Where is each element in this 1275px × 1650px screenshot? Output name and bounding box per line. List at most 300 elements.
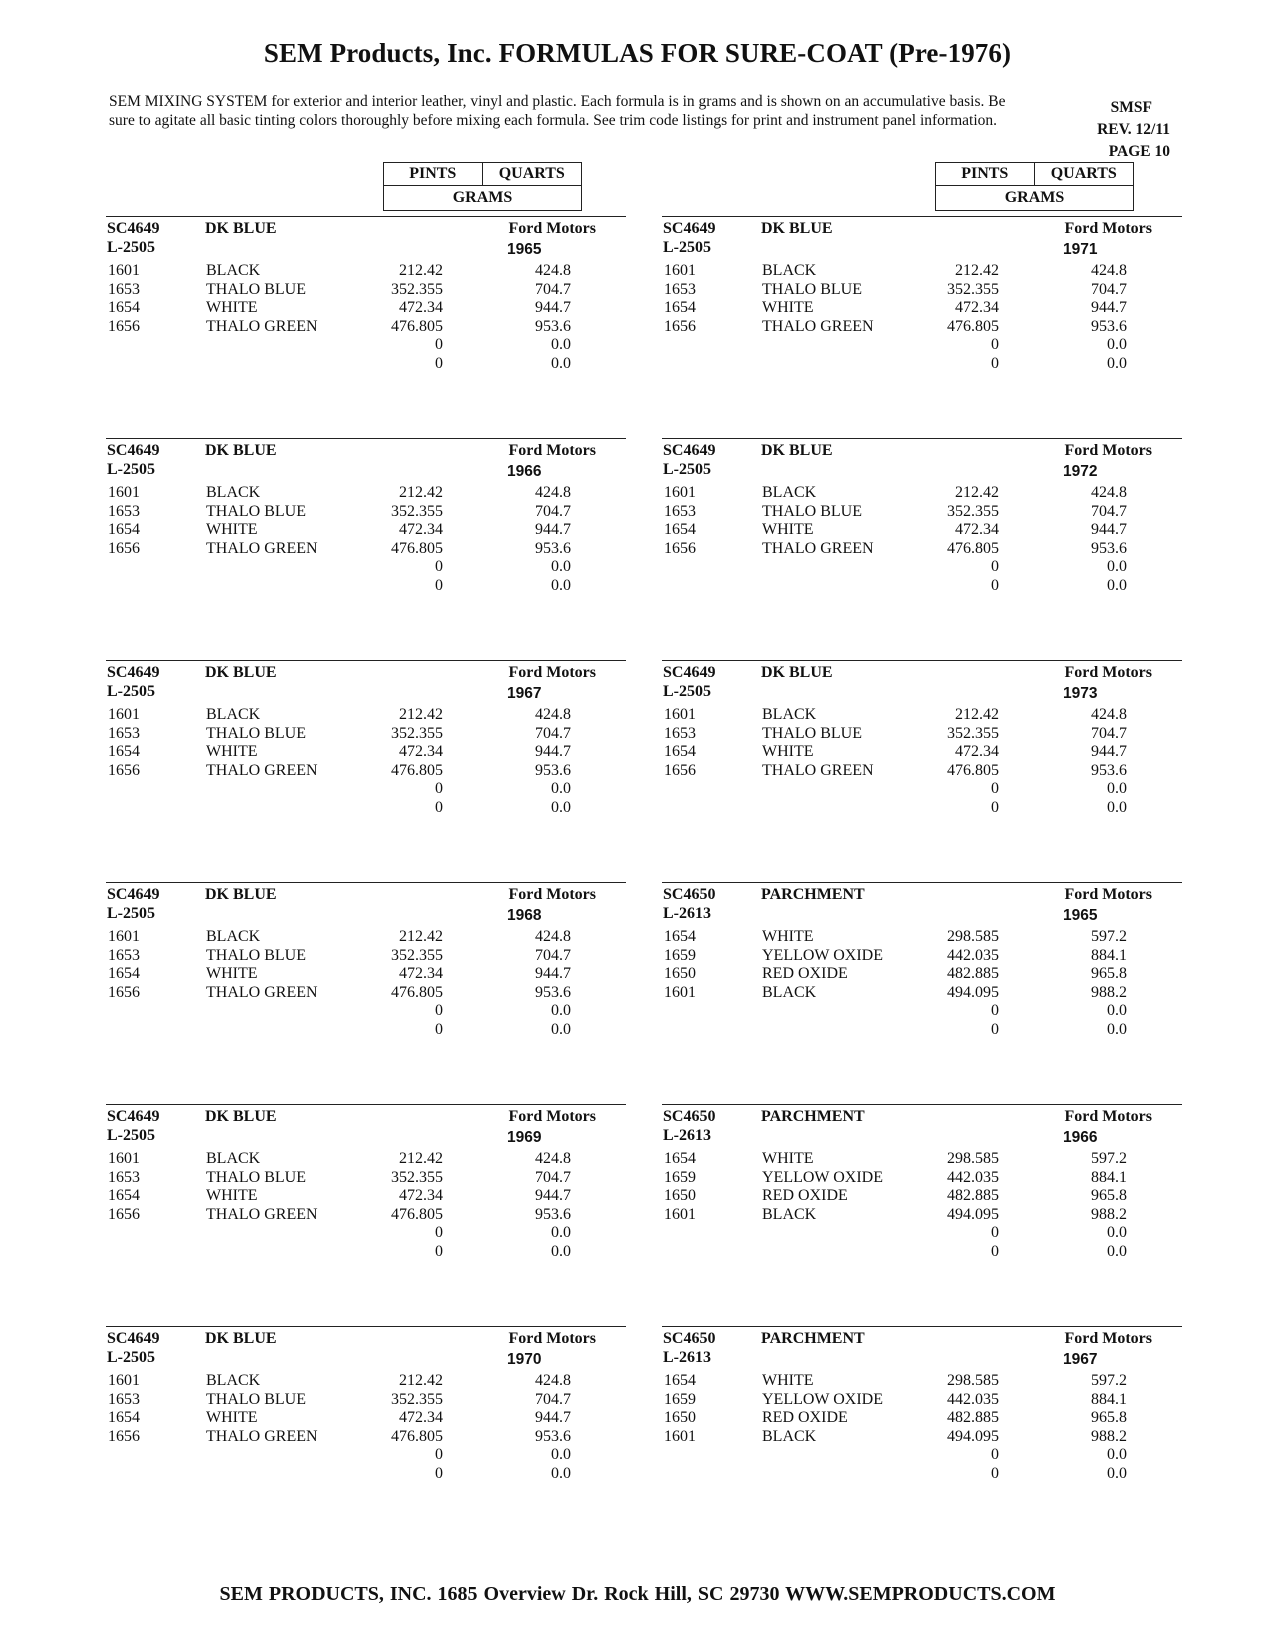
pints-grams: 0 xyxy=(991,558,999,576)
toner-number xyxy=(662,355,762,374)
toner-name: WHITE xyxy=(762,928,814,945)
formula-block xyxy=(662,660,1182,826)
quarts-grams: 944.7 xyxy=(535,1187,571,1205)
manufacturer: Ford Motors xyxy=(508,442,596,459)
pints-grams: 298.585 xyxy=(947,1150,999,1167)
manufacturer: Ford Motors xyxy=(508,1108,596,1125)
toner-name: BLACK xyxy=(762,1205,817,1223)
toner-name: THALO GREEN xyxy=(762,539,874,557)
pints-grams: 298.585 xyxy=(947,928,999,945)
formula-block xyxy=(106,216,626,382)
toner-name xyxy=(762,1021,899,1040)
ingredient-row xyxy=(106,1243,571,1262)
toner-number xyxy=(662,780,762,799)
ingredient-row xyxy=(106,1187,571,1206)
toner-number: 1653 xyxy=(108,502,140,520)
pints-grams: 482.885 xyxy=(947,1409,999,1427)
pints-grams: 212.42 xyxy=(399,262,443,279)
ingredient-row xyxy=(662,743,1127,762)
toner-name: THALO BLUE xyxy=(206,946,306,964)
quarts-grams: 0.0 xyxy=(1107,558,1127,576)
toner-number: 1654 xyxy=(664,928,696,945)
ingredient-row xyxy=(662,336,1127,355)
page-title: SEM Products, Inc. FORMULAS FOR SURE-COAT (Pre-1976) xyxy=(263,38,1012,68)
pints-grams: 0 xyxy=(991,1224,999,1242)
manufacturer: Ford Motors xyxy=(508,1330,596,1347)
quarts-grams: 953.6 xyxy=(535,983,571,1001)
toner-name: BLACK xyxy=(762,983,817,1001)
toner-number xyxy=(662,1446,762,1465)
color-name: DK BLUE xyxy=(761,442,833,459)
toner-number: 1654 xyxy=(664,299,696,317)
toner-number xyxy=(662,1465,762,1484)
ingredient-row xyxy=(106,540,571,559)
pints-grams: 476.805 xyxy=(947,539,999,557)
formula-block xyxy=(106,660,626,826)
model-year: 1971 xyxy=(1063,241,1098,258)
quarts-grams: 0.0 xyxy=(551,780,571,798)
toner-number xyxy=(662,1021,762,1040)
formula-code: SC4649 xyxy=(663,220,716,237)
manufacturer: Ford Motors xyxy=(508,664,596,681)
ingredient-row xyxy=(662,799,1127,818)
pints-grams: 482.885 xyxy=(947,965,999,983)
ingredient-row xyxy=(106,1021,571,1040)
quarts-grams: 0.0 xyxy=(551,1224,571,1242)
pints-grams: 476.805 xyxy=(391,539,443,557)
ingredient-row xyxy=(106,1465,571,1484)
toner-name: THALO GREEN xyxy=(206,1205,318,1223)
quarts-grams: 424.8 xyxy=(535,928,571,945)
ingredient-row xyxy=(106,1206,571,1225)
pints-grams: 472.34 xyxy=(955,299,999,317)
pints-grams: 476.805 xyxy=(947,761,999,779)
quarts-grams: 884.1 xyxy=(1091,1390,1127,1408)
ingredient-row xyxy=(106,299,571,318)
toner-name xyxy=(206,558,343,577)
toner-number xyxy=(662,1224,762,1243)
quarts-grams: 704.7 xyxy=(1091,724,1127,742)
toner-number xyxy=(106,1002,206,1021)
toner-name: THALO BLUE xyxy=(206,1168,306,1186)
quarts-grams: 965.8 xyxy=(1091,1409,1127,1427)
toner-number xyxy=(106,336,206,355)
quarts-grams: 953.6 xyxy=(1091,317,1127,335)
quarts-grams: 953.6 xyxy=(535,317,571,335)
toner-number: 1601 xyxy=(108,1372,140,1389)
ingredient-row xyxy=(662,262,1127,281)
color-name: DK BLUE xyxy=(205,442,277,459)
toner-name: YELLOW OXIDE xyxy=(762,946,884,964)
pints-grams: 352.355 xyxy=(947,724,999,742)
trim-code: L-2505 xyxy=(663,461,711,478)
toner-name xyxy=(762,1465,899,1484)
toner-number: 1601 xyxy=(664,983,696,1001)
quarts-grams: 704.7 xyxy=(1091,280,1127,298)
ingredient-table xyxy=(662,706,1127,818)
ingredient-row xyxy=(662,1446,1127,1465)
pints-grams: 442.035 xyxy=(947,1168,999,1186)
ingredient-row xyxy=(106,965,571,984)
ingredient-row xyxy=(662,355,1127,374)
quarts-grams: 597.2 xyxy=(1091,1372,1127,1389)
ingredient-row xyxy=(106,1391,571,1410)
toner-name: WHITE xyxy=(206,965,258,983)
toner-name: BLACK xyxy=(206,706,261,723)
toner-number: 1601 xyxy=(664,262,696,279)
pints-grams: 0 xyxy=(435,1242,443,1260)
pints-grams: 0 xyxy=(435,1020,443,1038)
manufacturer: Ford Motors xyxy=(508,886,596,903)
toner-number xyxy=(662,558,762,577)
toner-number: 1653 xyxy=(664,502,696,520)
formula-code: SC4650 xyxy=(663,1108,716,1125)
pints-grams: 0 xyxy=(435,576,443,594)
pints-grams: 472.34 xyxy=(399,1187,443,1205)
ingredient-row xyxy=(662,1372,1127,1391)
pints-grams: 476.805 xyxy=(391,983,443,1001)
ingredient-row xyxy=(106,558,571,577)
toner-name: WHITE xyxy=(206,1187,258,1205)
pints-grams: 476.805 xyxy=(391,317,443,335)
toner-number: 1653 xyxy=(664,724,696,742)
pints-grams: 476.805 xyxy=(391,1205,443,1223)
ingredient-row xyxy=(662,947,1127,966)
pints-grams: 0 xyxy=(991,798,999,816)
quarts-grams: 0.0 xyxy=(1107,354,1127,372)
pints-grams: 212.42 xyxy=(399,484,443,501)
ingredient-row xyxy=(106,780,571,799)
ingredient-row xyxy=(662,1224,1127,1243)
quarts-grams: 0.0 xyxy=(1107,1242,1127,1260)
toner-number: 1601 xyxy=(664,706,696,723)
toner-name: WHITE xyxy=(206,299,258,317)
toner-name: BLACK xyxy=(762,706,817,723)
quarts-grams: 953.6 xyxy=(535,539,571,557)
toner-number: 1656 xyxy=(664,317,696,335)
quarts-grams: 0.0 xyxy=(551,336,571,354)
toner-number xyxy=(662,1002,762,1021)
toner-number: 1653 xyxy=(108,280,140,298)
toner-number: 1654 xyxy=(108,743,140,761)
ingredient-row xyxy=(662,762,1127,781)
toner-name: WHITE xyxy=(762,299,814,317)
ingredient-row xyxy=(662,484,1127,503)
quarts-grams: 424.8 xyxy=(535,1372,571,1389)
ingredient-row xyxy=(106,947,571,966)
color-name: PARCHMENT xyxy=(761,886,865,903)
ingredient-row xyxy=(106,1169,571,1188)
quarts-grams: 0.0 xyxy=(1107,1002,1127,1020)
toner-name xyxy=(762,1002,899,1021)
toner-name: BLACK xyxy=(206,1150,261,1167)
quarts-grams: 424.8 xyxy=(535,484,571,501)
toner-number: 1654 xyxy=(108,299,140,317)
quarts-grams: 944.7 xyxy=(535,965,571,983)
toner-name: WHITE xyxy=(762,521,814,539)
ingredient-row xyxy=(106,1428,571,1447)
toner-number: 1654 xyxy=(664,1372,696,1389)
toner-number: 1654 xyxy=(108,1409,140,1427)
toner-name xyxy=(206,1224,343,1243)
pints-grams: 0 xyxy=(991,336,999,354)
toner-name xyxy=(206,577,343,596)
toner-name: THALO GREEN xyxy=(206,761,318,779)
toner-name: RED OXIDE xyxy=(762,1409,848,1427)
formula-block xyxy=(106,882,626,1048)
formula-code: SC4649 xyxy=(107,664,160,681)
ingredient-row xyxy=(662,299,1127,318)
model-year: 1973 xyxy=(1063,685,1098,702)
quarts-grams: 0.0 xyxy=(551,1002,571,1020)
quarts-grams: 988.2 xyxy=(1091,1427,1127,1445)
pints-grams: 476.805 xyxy=(391,1427,443,1445)
manufacturer: Ford Motors xyxy=(1064,664,1152,681)
toner-name: THALO BLUE xyxy=(206,1390,306,1408)
pints-grams: 0 xyxy=(991,1020,999,1038)
formula-code: SC4649 xyxy=(107,1108,160,1125)
color-name: DK BLUE xyxy=(205,664,277,681)
formula-block xyxy=(662,882,1182,1048)
toner-name: BLACK xyxy=(762,262,817,279)
quarts-grams: 0.0 xyxy=(551,1464,571,1482)
ingredient-row xyxy=(662,521,1127,540)
quarts-grams: 704.7 xyxy=(535,502,571,520)
pints-grams: 0 xyxy=(991,780,999,798)
toner-number xyxy=(662,577,762,596)
toner-number: 1601 xyxy=(108,1150,140,1167)
formula-block xyxy=(662,1326,1182,1492)
toner-name xyxy=(206,1243,343,1262)
quarts-grams: 944.7 xyxy=(535,521,571,539)
toner-name xyxy=(206,1446,343,1465)
toner-name: RED OXIDE xyxy=(762,1187,848,1205)
pints-grams: 352.355 xyxy=(391,1168,443,1186)
pints-grams: 212.42 xyxy=(399,1150,443,1167)
model-year: 1967 xyxy=(1063,1351,1098,1368)
ingredient-row xyxy=(662,928,1127,947)
toner-name: RED OXIDE xyxy=(762,965,848,983)
pints-header: PINTS xyxy=(935,162,1035,186)
pints-grams: 298.585 xyxy=(947,1372,999,1389)
ingredient-row xyxy=(106,706,571,725)
ingredient-row xyxy=(662,1465,1127,1484)
trim-code: L-2505 xyxy=(107,461,155,478)
ingredient-row xyxy=(106,1150,571,1169)
ingredient-row xyxy=(106,1002,571,1021)
toner-number: 1659 xyxy=(664,1390,696,1408)
toner-number: 1659 xyxy=(664,946,696,964)
page-number: PAGE 10 xyxy=(1108,143,1170,160)
quarts-grams: 0.0 xyxy=(1107,780,1127,798)
quarts-grams: 704.7 xyxy=(535,1390,571,1408)
document-meta xyxy=(1030,97,1170,163)
toner-number: 1656 xyxy=(108,1205,140,1223)
formula-block xyxy=(106,1104,626,1270)
ingredient-row xyxy=(662,725,1127,744)
quarts-grams: 704.7 xyxy=(535,946,571,964)
toner-name: BLACK xyxy=(206,262,261,279)
quarts-grams: 988.2 xyxy=(1091,1205,1127,1223)
pints-grams: 472.34 xyxy=(399,965,443,983)
pints-grams: 352.355 xyxy=(391,502,443,520)
quarts-grams: 704.7 xyxy=(535,1168,571,1186)
formula-block xyxy=(662,216,1182,382)
manufacturer: Ford Motors xyxy=(1064,886,1152,903)
toner-name: WHITE xyxy=(762,743,814,761)
toner-name: THALO GREEN xyxy=(206,983,318,1001)
ingredient-table xyxy=(106,262,571,374)
toner-number: 1653 xyxy=(108,1390,140,1408)
toner-number: 1650 xyxy=(664,1187,696,1205)
ingredient-row xyxy=(106,281,571,300)
ingredient-table xyxy=(662,484,1127,596)
pints-grams: 352.355 xyxy=(391,280,443,298)
color-name: DK BLUE xyxy=(205,1108,277,1125)
toner-name xyxy=(206,1021,343,1040)
formula-code: SC4649 xyxy=(107,442,160,459)
ingredient-row xyxy=(106,577,571,596)
toner-number: 1656 xyxy=(108,317,140,335)
intro-text: SEM MIXING SYSTEM for exterior and interior leather, vinyl and plastic. Each formula is in grams and is shown on an accumulative basis. Be sure to agitate all basic tinting colors thoroughly before mixing each formula. See trim code listings for print and instrument panel information. xyxy=(109,93,1006,129)
toner-number xyxy=(106,1224,206,1243)
pints-grams: 476.805 xyxy=(947,317,999,335)
manufacturer: Ford Motors xyxy=(508,220,596,237)
color-name: PARCHMENT xyxy=(761,1330,865,1347)
pints-grams: 212.42 xyxy=(399,928,443,945)
trim-code: L-2505 xyxy=(663,683,711,700)
pints-grams: 482.885 xyxy=(947,1187,999,1205)
toner-name xyxy=(762,799,899,818)
toner-name: BLACK xyxy=(206,928,261,945)
toner-number xyxy=(106,577,206,596)
quarts-grams: 953.6 xyxy=(1091,761,1127,779)
quarts-grams: 0.0 xyxy=(551,1446,571,1464)
quarts-grams: 944.7 xyxy=(535,1409,571,1427)
toner-number: 1601 xyxy=(108,262,140,279)
formula-code: SC4649 xyxy=(107,1330,160,1347)
toner-name xyxy=(762,355,899,374)
toner-number xyxy=(662,336,762,355)
toner-name xyxy=(762,1224,899,1243)
ingredient-table xyxy=(662,1150,1127,1262)
formula-code: SC4649 xyxy=(107,886,160,903)
ingredient-row xyxy=(662,1409,1127,1428)
toner-number: 1654 xyxy=(108,1187,140,1205)
toner-number: 1656 xyxy=(664,539,696,557)
quarts-grams: 0.0 xyxy=(551,1020,571,1038)
color-name: DK BLUE xyxy=(205,1330,277,1347)
color-name: DK BLUE xyxy=(761,664,833,681)
ingredient-row xyxy=(662,1150,1127,1169)
pints-grams: 472.34 xyxy=(955,521,999,539)
ingredient-row xyxy=(662,1021,1127,1040)
ingredient-row xyxy=(662,540,1127,559)
quarts-grams: 424.8 xyxy=(535,706,571,723)
model-year: 1966 xyxy=(1063,1129,1098,1146)
pints-grams: 352.355 xyxy=(391,1390,443,1408)
toner-name: THALO GREEN xyxy=(762,317,874,335)
toner-number xyxy=(106,1243,206,1262)
quarts-grams: 424.8 xyxy=(1091,484,1127,501)
trim-code: L-2613 xyxy=(663,905,711,922)
toner-name: THALO BLUE xyxy=(206,724,306,742)
revision-label: REV. 12/11 xyxy=(1097,121,1170,138)
toner-name: BLACK xyxy=(206,484,261,501)
quarts-grams: 0.0 xyxy=(551,576,571,594)
toner-number: 1656 xyxy=(108,761,140,779)
toner-name: THALO BLUE xyxy=(206,280,306,298)
ingredient-row xyxy=(106,318,571,337)
ingredient-row xyxy=(106,503,571,522)
color-name: DK BLUE xyxy=(205,220,277,237)
pints-grams: 212.42 xyxy=(955,484,999,501)
toner-name: BLACK xyxy=(206,1372,261,1389)
pints-grams: 212.42 xyxy=(399,706,443,723)
quarts-grams: 0.0 xyxy=(1107,576,1127,594)
ingredient-table xyxy=(106,1372,571,1484)
ingredient-row xyxy=(662,1428,1127,1447)
pints-grams: 352.355 xyxy=(391,946,443,964)
toner-name xyxy=(206,1465,343,1484)
quarts-grams: 0.0 xyxy=(1107,1224,1127,1242)
pints-grams: 472.34 xyxy=(399,299,443,317)
pints-grams: 212.42 xyxy=(399,1372,443,1389)
manufacturer: Ford Motors xyxy=(1064,442,1152,459)
pints-grams: 0 xyxy=(435,1446,443,1464)
toner-name xyxy=(762,780,899,799)
formula-code: SC4649 xyxy=(663,442,716,459)
toner-name: THALO BLUE xyxy=(762,502,862,520)
toner-name xyxy=(762,1243,899,1262)
toner-number xyxy=(106,1446,206,1465)
toner-name xyxy=(206,1002,343,1021)
color-name: PARCHMENT xyxy=(761,1108,865,1125)
ingredient-row xyxy=(106,1446,571,1465)
quarts-grams: 944.7 xyxy=(535,299,571,317)
quarts-grams: 0.0 xyxy=(1107,1020,1127,1038)
toner-number: 1650 xyxy=(664,1409,696,1427)
ingredient-row xyxy=(106,521,571,540)
toner-number: 1656 xyxy=(108,983,140,1001)
quarts-grams: 0.0 xyxy=(551,558,571,576)
pints-header: PINTS xyxy=(383,162,483,186)
model-year: 1968 xyxy=(507,907,542,924)
trim-code: L-2505 xyxy=(107,905,155,922)
quarts-grams: 944.7 xyxy=(1091,521,1127,539)
ingredient-table xyxy=(662,262,1127,374)
formula-code: SC4650 xyxy=(663,886,716,903)
pints-grams: 212.42 xyxy=(955,706,999,723)
formula-block xyxy=(106,1326,626,1492)
toner-name: THALO BLUE xyxy=(762,724,862,742)
ingredient-row xyxy=(662,965,1127,984)
pints-grams: 0 xyxy=(435,798,443,816)
toner-name xyxy=(762,558,899,577)
toner-number: 1653 xyxy=(108,1168,140,1186)
pints-grams: 0 xyxy=(991,576,999,594)
trim-code: L-2505 xyxy=(107,1349,155,1366)
quarts-grams: 597.2 xyxy=(1091,1150,1127,1167)
ingredient-table xyxy=(662,928,1127,1040)
quarts-header: QUARTS xyxy=(483,162,583,186)
ingredient-row xyxy=(106,928,571,947)
ingredient-row xyxy=(662,1187,1127,1206)
trim-code: L-2613 xyxy=(663,1127,711,1144)
ingredient-row xyxy=(662,281,1127,300)
quarts-grams: 884.1 xyxy=(1091,946,1127,964)
pints-grams: 472.34 xyxy=(955,743,999,761)
